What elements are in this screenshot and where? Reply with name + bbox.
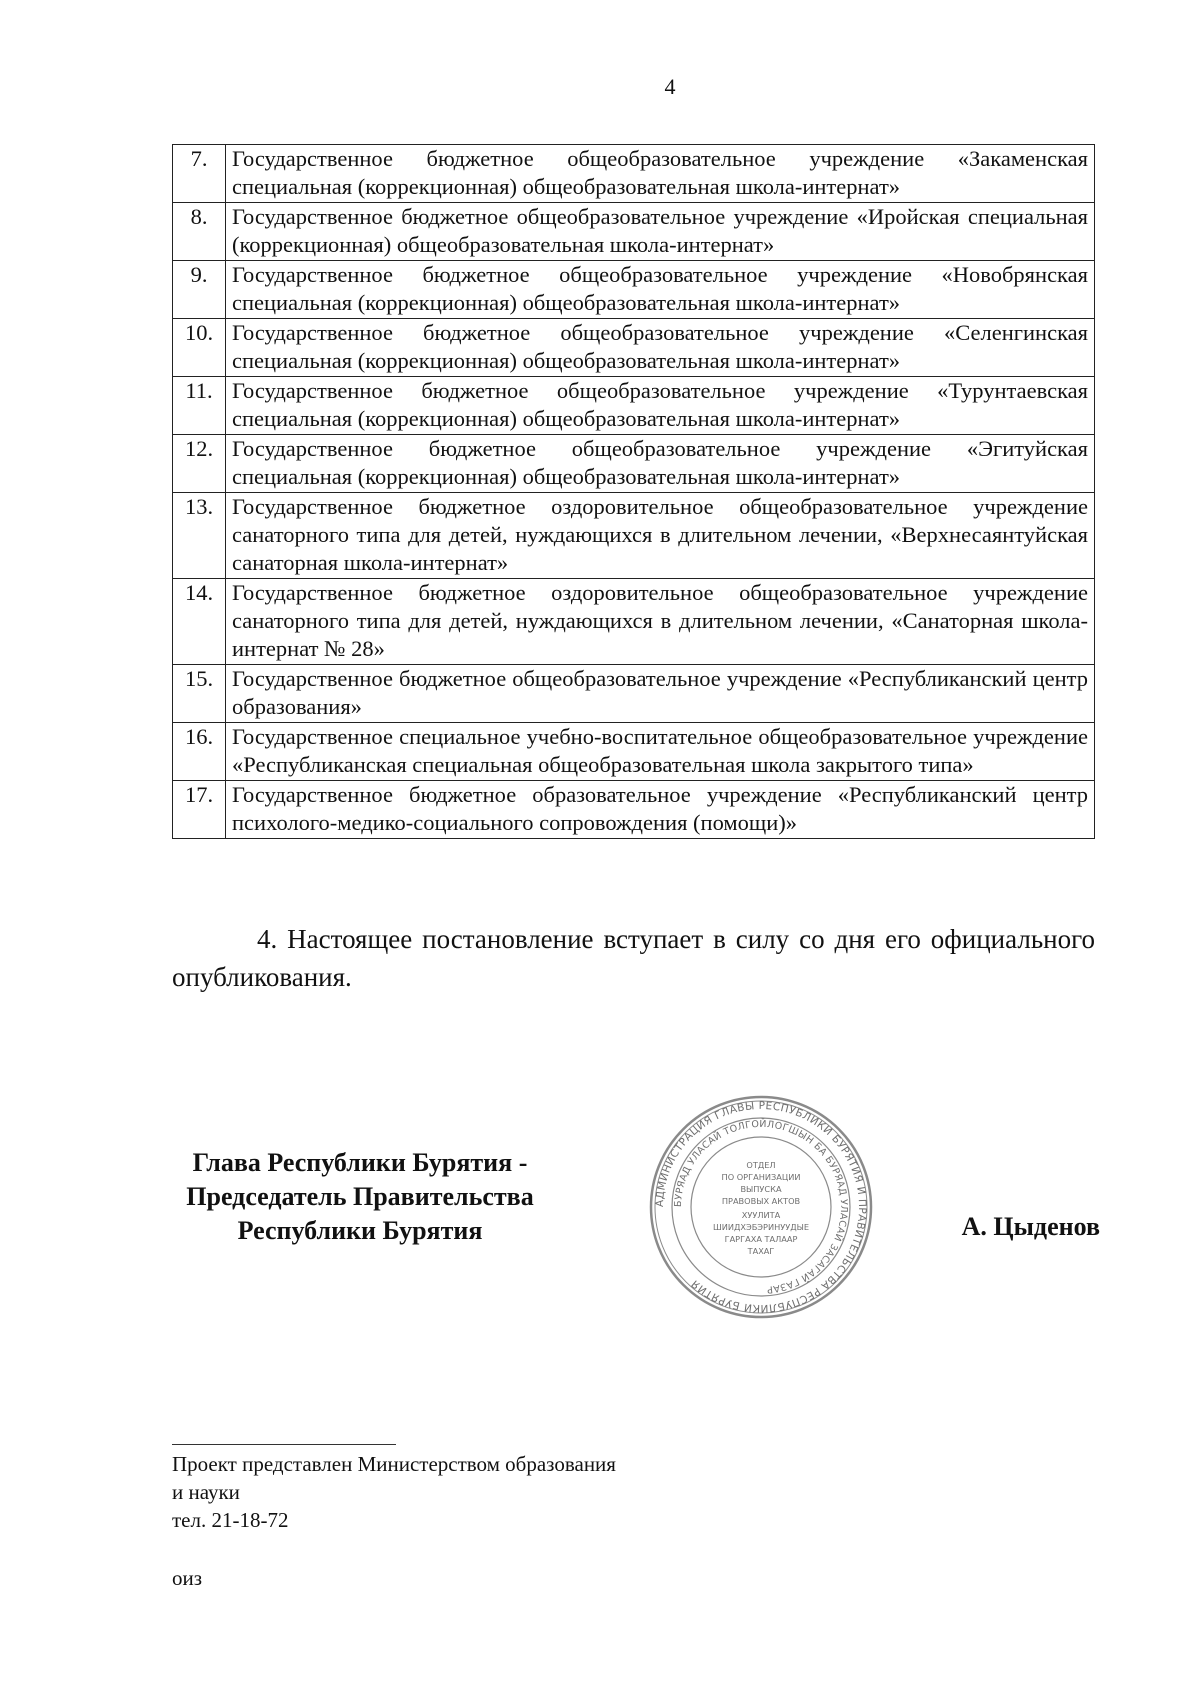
row-number: 17. [173, 781, 226, 839]
table-row [173, 723, 1095, 781]
table-row [173, 493, 1095, 579]
seal-center-line: ОТДЕЛ [746, 1160, 776, 1170]
row-number: 14. [173, 579, 226, 665]
institution-name: Государственное бюджетное общеобразовательное учреждение «Новобрянская специальная (коррекционная) общеобразовательная школа-интернат» [226, 261, 1095, 319]
seal-center-line: ХУУЛИТА [741, 1210, 781, 1220]
institution-name: Государственное бюджетное оздоровительное общеобразовательное учреждение санаторного типа для детей, нуждающихся в длительном лечении, «Санаторная школа-интернат № 28» [226, 579, 1095, 665]
row-number: 11. [173, 377, 226, 435]
institution-name: Государственное бюджетное общеобразовательное учреждение «Закаменская специальная (коррекционная) общеобразовательная школа-интернат» [226, 145, 1095, 203]
signer-title-line-3: Республики Бурятия [237, 1216, 483, 1245]
page-number: 4 [664, 74, 676, 99]
seal-center-line: ТАХАГ [747, 1246, 775, 1256]
seal-center-line: ПО ОРГАНИЗАЦИИ [721, 1172, 801, 1182]
institution-name: Государственное бюджетное оздоровительное общеобразовательное учреждение санаторного типа для детей, нуждающихся в длительном лечении, «Верхнесаянтуйская санаторная школа-интернат» [226, 493, 1095, 579]
seal-inner-text: БУРЯАД УЛАСАЙ ТОЛГОЙЛОГШЫН БА БУРЯАД УЛАСАЙ ЗАСАГАЙ ГАЗАР [672, 1118, 850, 1295]
table-row [173, 579, 1095, 665]
row-number: 12. [173, 435, 226, 493]
institution-name: Государственное бюджетное общеобразовательное учреждение «Селенгинская специальная (коррекционная) общеобразовательная школа-интернат» [226, 319, 1095, 377]
institutions-table [172, 144, 1095, 839]
row-number: 9. [173, 261, 226, 319]
footnote-divider [172, 1444, 396, 1445]
document-code: оиз [172, 1566, 203, 1590]
row-number: 10. [173, 319, 226, 377]
seal-outer-text: АДМИНИСТРАЦИЯ ГЛАВЫ РЕСПУБЛИКИ БУРЯТИЯ И ПРАВИТЕЛЬСТВА РЕСПУБЛИКИ БУРЯТИЯ [653, 1099, 869, 1315]
signer-title [150, 1146, 570, 1248]
official-seal [648, 1094, 874, 1320]
institution-name: Государственное бюджетное общеобразовательное учреждение «Эгитуйская специальная (коррекционная) общеобразовательная школа-интернат» [226, 435, 1095, 493]
table-row [173, 261, 1095, 319]
institution-name: Государственное бюджетное общеобразовательное учреждение «Турунтаевская специальная (коррекционная) общеобразовательная школа-интернат» [226, 377, 1095, 435]
table-row [173, 665, 1095, 723]
seal-center-line: ВЫПУСКА [740, 1184, 782, 1194]
table-row [173, 203, 1095, 261]
footnote-line: и науки [172, 1480, 240, 1504]
institution-name: Государственное бюджетное образовательное учреждение «Республиканский центр психолого-медико-социального сопровождения (помощи)» [226, 781, 1095, 839]
signer-title-line-2: Председатель Правительства [186, 1182, 534, 1211]
table-row [173, 319, 1095, 377]
footnote [172, 1450, 772, 1534]
signer-name: А. Цыденов [961, 1212, 1100, 1241]
signer-title-line-1: Глава Республики Бурятия - [192, 1148, 528, 1177]
institution-name: Государственное специальное учебно-воспитательное общеобразовательное учреждение «Республиканская специальная общеобразовательная школа закрытого типа» [226, 723, 1095, 781]
seal-center-line: ГАРГАХА ТАЛААР [724, 1234, 798, 1244]
clause-4-paragraph: 4. Настоящее постановление вступает в силу со дня его официального опубликования. [172, 924, 1095, 992]
institution-name: Государственное бюджетное общеобразовательное учреждение «Республиканский центр образования» [226, 665, 1095, 723]
row-number: 7. [173, 145, 226, 203]
table-row [173, 377, 1095, 435]
seal-center-line: ШИИДХЭБЭРИНУУДЫЕ [712, 1222, 810, 1232]
table-row [173, 781, 1095, 839]
row-number: 16. [173, 723, 226, 781]
row-number: 15. [173, 665, 226, 723]
institution-name: Государственное бюджетное общеобразовательное учреждение «Иройская специальная (коррекционная) общеобразовательная школа-интернат» [226, 203, 1095, 261]
table-row [173, 435, 1095, 493]
footnote-line: тел. 21-18-72 [172, 1508, 289, 1532]
row-number: 8. [173, 203, 226, 261]
seal-center-line: ПРАВОВЫХ АКТОВ [721, 1196, 801, 1206]
footnote-line: Проект представлен Министерством образования [172, 1452, 616, 1476]
table-row [173, 145, 1095, 203]
svg-text:БУРЯАД УЛАСАЙ ТОЛГОЙЛОГШЫН БА [673, 1118, 849, 1295]
row-number: 13. [173, 493, 226, 579]
